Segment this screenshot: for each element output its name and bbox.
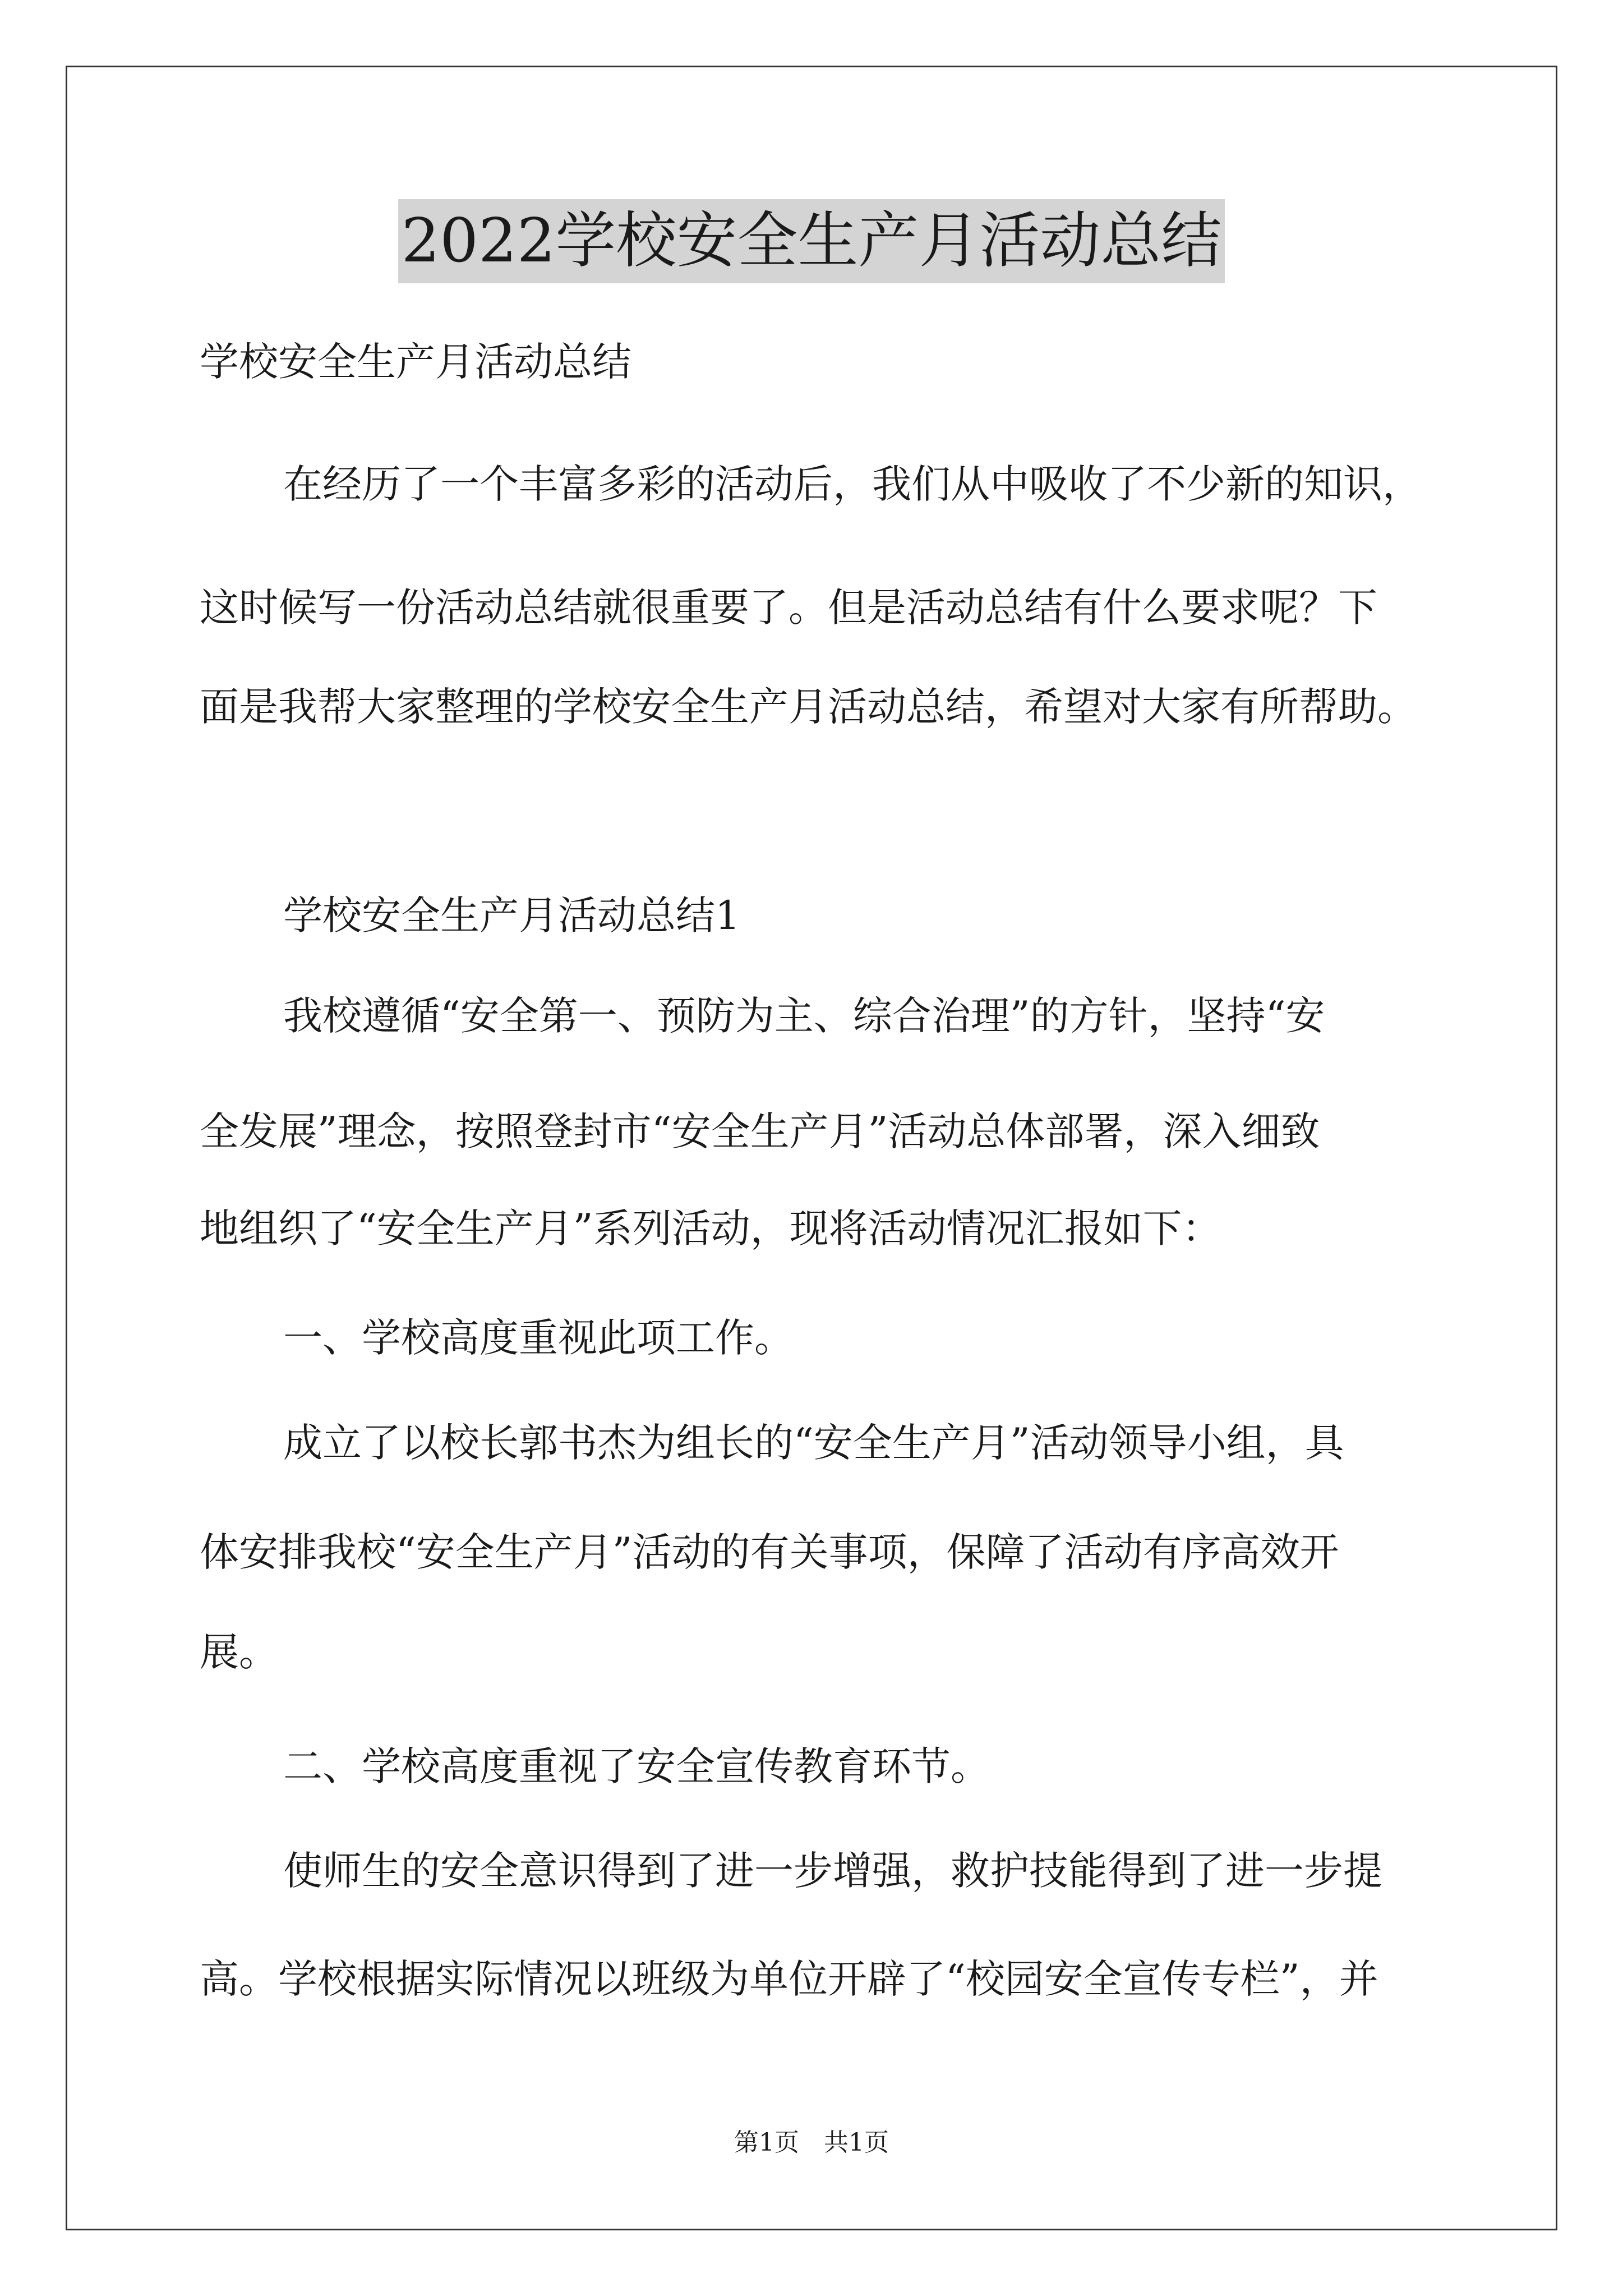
body-line: 这时候写一份活动总结就很重要了。但是活动总结有什么要求呢？下 <box>200 585 1377 631</box>
body-line: 展。 <box>200 1629 278 1675</box>
body-line: 成立了以校长郭书杰为组长的“安全生产月”活动领导小组，具 <box>283 1420 1344 1466</box>
body-line: 在经历了一个丰富多彩的活动后，我们从中吸收了不少新的知识， <box>283 461 1422 507</box>
document-title-wrap <box>0 199 1623 283</box>
document-title: 2022学校安全生产月活动总结 <box>398 199 1225 283</box>
section-heading: 二、学校高度重视了安全宣传教育环节。 <box>283 1743 990 1789</box>
section-heading: 一、学校高度重视此项工作。 <box>283 1315 794 1361</box>
body-line: 我校遵循“安全第一、预防为主、综合治理”的方针，坚持“安 <box>283 993 1325 1039</box>
body-line: 高。学校根据实际情况以班级为单位开辟了“校园安全宣传专栏”，并 <box>200 1956 1378 2002</box>
body-line: 体安排我校“安全生产月”活动的有关事项，保障了活动有序高效开 <box>200 1529 1339 1575</box>
section-heading: 学校安全生产月活动总结1 <box>283 892 740 938</box>
body-line: 全发展”理念，按照登封市“安全生产月”活动总体部署，深入细致 <box>200 1108 1320 1154</box>
body-line: 使师生的安全意识得到了进一步增强，救护技能得到了进一步提 <box>283 1848 1382 1894</box>
body-line: 地组织了“安全生产月”系列活动，现将活动情况汇报如下： <box>200 1205 1221 1251</box>
body-line: 面是我帮大家整理的学校安全生产月活动总结，希望对大家有所帮助。 <box>200 684 1417 730</box>
page-number: 第1页 共1页 <box>734 2128 889 2157</box>
subtitle-line: 学校安全生产月活动总结 <box>200 339 631 385</box>
